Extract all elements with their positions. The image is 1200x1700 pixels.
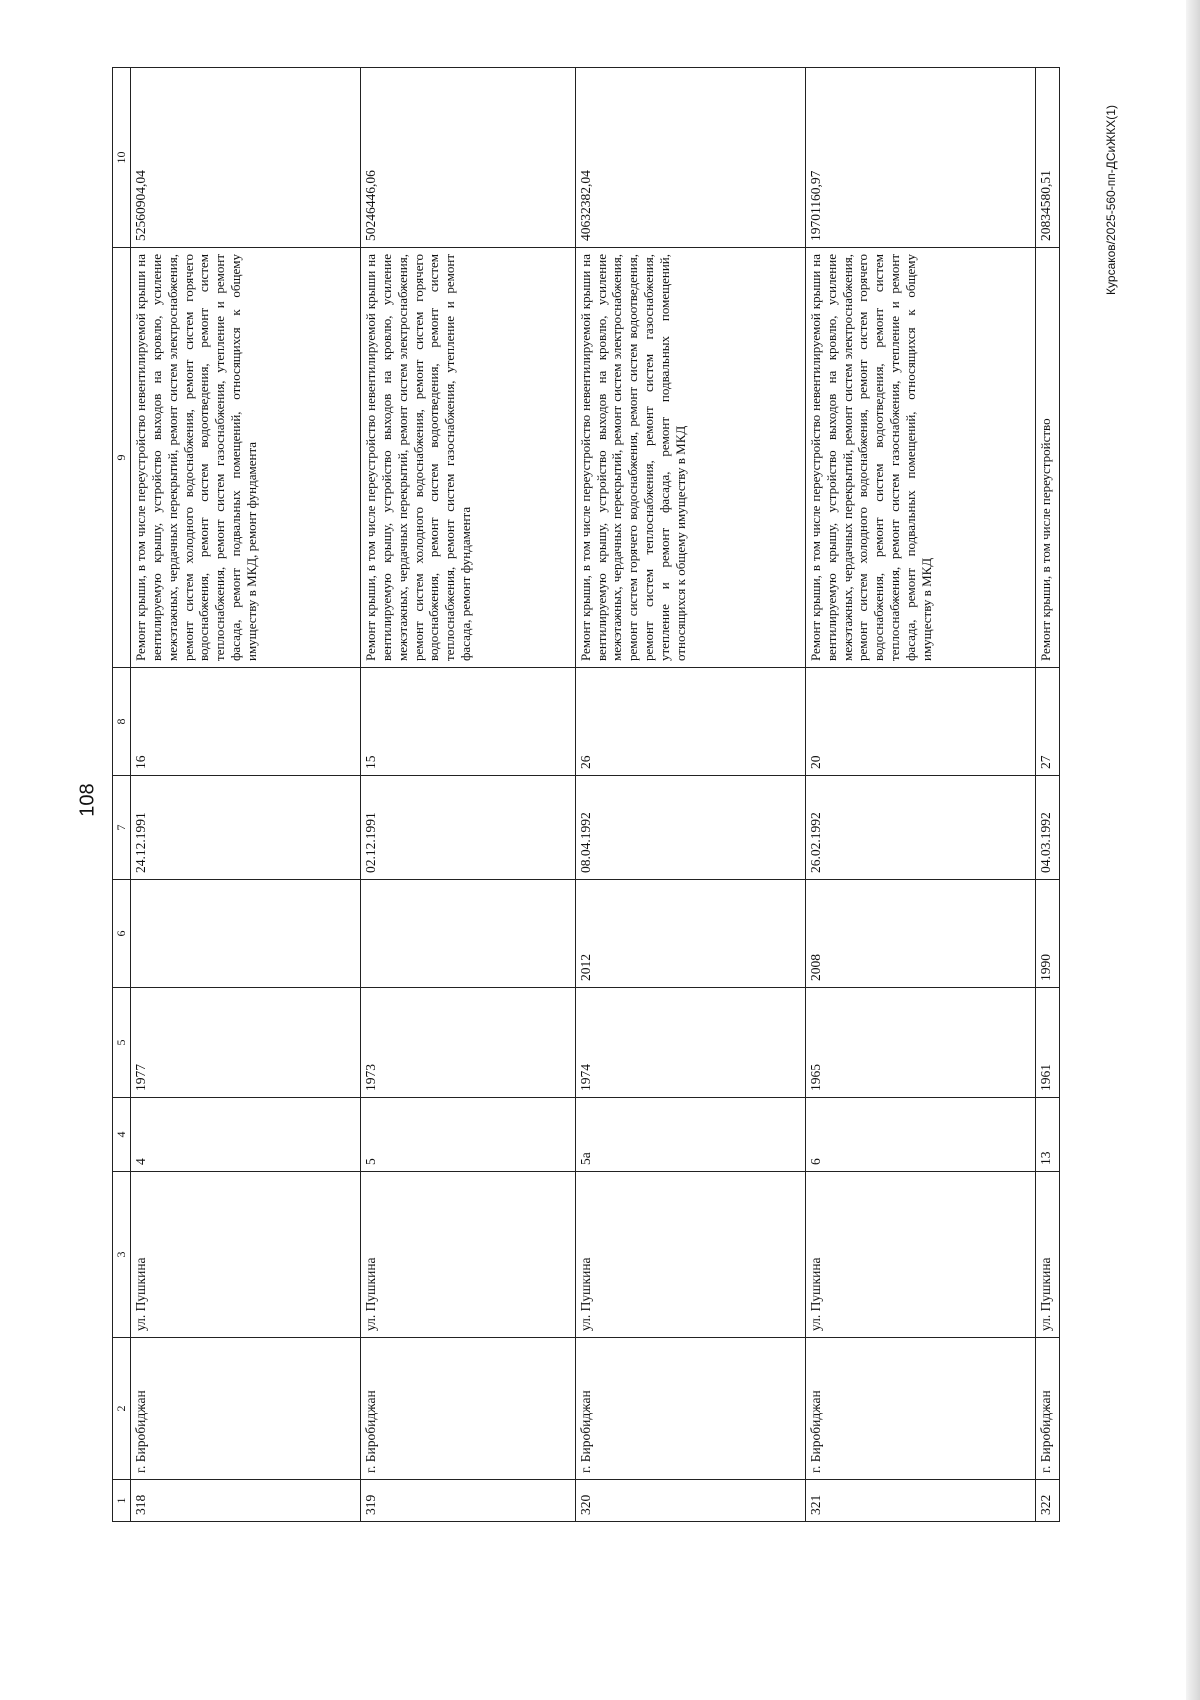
page-number [76, 783, 99, 817]
row-number: 319 [361, 1480, 576, 1522]
year-repair-cell: 1990 [1035, 880, 1059, 988]
city-cell: г. Биробиджан [805, 1338, 1035, 1480]
date-cell: 08.04.1992 [575, 776, 805, 880]
scanned-page-edge [1186, 0, 1200, 1700]
date-cell: 02.12.1991 [361, 776, 576, 880]
table-row [131, 68, 361, 1522]
column-number: 3 [113, 1172, 131, 1338]
works-cell: Ремонт крыши, в том числе переустройство невентилируемой крыши на вентилируемую крышу, устройство выходов на кровлю, усиление межэтажных, чердачных перекрытий, ремонт систем электроснабжения, ремонт систем холодного водоснабжения, ремонт систем горячего водоснабжения, ремонт систем водоотведения, ремонт систем теплоснабжения, ремонт систем газоснабжения, утепление и ремонт фасада, ремонт фундамента [361, 248, 576, 668]
column-number: 6 [113, 880, 131, 988]
street-cell: ул. Пушкина [805, 1172, 1035, 1338]
street-cell: ул. Пушкина [1035, 1172, 1059, 1338]
column-number: 5 [113, 988, 131, 1098]
house-cell: 6 [805, 1098, 1035, 1172]
column-number-row [113, 68, 131, 1522]
date-cell: 04.03.1992 [1035, 776, 1059, 880]
year-repair-cell: 2012 [575, 880, 805, 988]
works-cell: Ремонт крыши, в том числе переустройство [1035, 248, 1059, 668]
year-repair-cell [131, 880, 361, 988]
year-repair-cell [361, 880, 576, 988]
register-table [112, 67, 1060, 1522]
row-number: 318 [131, 1480, 361, 1522]
floors-cell: 27 [1035, 668, 1059, 776]
street-cell: ул. Пушкина [361, 1172, 576, 1338]
page-number-text: 108 [76, 783, 99, 817]
works-cell: Ремонт крыши, в том числе переустройство невентилируемой крыши на вентилируемую крышу, устройство выходов на кровлю, усиление межэтажных, чердачных перекрытий, ремонт систем электроснабжения, ремонт систем холодного водоснабжения, ремонт систем горячего водоснабжения, ремонт систем водоотведения, ремонт систем теплоснабжения, ремонт систем газоснабжения, утепление и ремонт фасада, ремонт подвальных помещений, относящихся к общему имуществу в МКД [805, 248, 1035, 668]
column-number: 8 [113, 668, 131, 776]
document-code-text: Курсаков/2025-560-пп-ДСиЖКХ(1) [1104, 105, 1118, 295]
column-number: 10 [113, 68, 131, 248]
floors-cell: 16 [131, 668, 361, 776]
floors-cell: 20 [805, 668, 1035, 776]
city-cell: г. Биробиджан [361, 1338, 576, 1480]
house-cell: 5а [575, 1098, 805, 1172]
house-cell: 5 [361, 1098, 576, 1172]
cost-cell: 19701160,97 [805, 68, 1035, 248]
cost-cell: 50246446,06 [361, 68, 576, 248]
city-cell: г. Биробиджан [1035, 1338, 1059, 1480]
house-cell: 13 [1035, 1098, 1059, 1172]
date-cell: 26.02.1992 [805, 776, 1035, 880]
row-number: 322 [1035, 1480, 1059, 1522]
column-number: 1 [113, 1480, 131, 1522]
floors-cell: 15 [361, 668, 576, 776]
cost-cell: 40632382,04 [575, 68, 805, 248]
column-number: 4 [113, 1098, 131, 1172]
column-number: 7 [113, 776, 131, 880]
house-cell: 4 [131, 1098, 361, 1172]
city-cell: г. Биробиджан [131, 1338, 361, 1480]
floors-cell: 26 [575, 668, 805, 776]
works-cell: Ремонт крыши, в том числе переустройство невентилируемой крыши на вентилируемую крышу, устройство выходов на кровлю, усиление межэтажных, чердачных перекрытий, ремонт систем электроснабжения, ремонт систем горячего водоснабжения, ремонт систем водоотведения, ремонт систем теплоснабжения, ремонт систем газоснабжения, утепление и ремонт фасада, ремонт подвальных помещений, относящихся к общему имуществу в МКД [575, 248, 805, 668]
document-code [1104, 105, 1118, 295]
year-built-cell: 1974 [575, 988, 805, 1098]
cost-cell: 20834580,51 [1035, 68, 1059, 248]
year-repair-cell: 2008 [805, 880, 1035, 988]
works-cell: Ремонт крыши, в том числе переустройство невентилируемой крыши на вентилируемую крышу, устройство выходов на кровлю, усиление межэтажных, чердачных перекрытий, ремонт систем электроснабжения, ремонт систем холодного водоснабжения, ремонт систем горячего водоснабжения, ремонт систем водоотведения, ремонт систем теплоснабжения, ремонт систем газоснабжения, утепление и ремонт фасада, ремонт подвальных помещений, относящихся к общему имуществу в МКД, ремонт фундамента [131, 248, 361, 668]
year-built-cell: 1977 [131, 988, 361, 1098]
cost-cell: 52560904,04 [131, 68, 361, 248]
column-number: 9 [113, 248, 131, 668]
table-row [805, 68, 1035, 1522]
table-row [361, 68, 576, 1522]
register-table-rotated [112, 68, 1060, 1522]
date-cell: 24.12.1991 [131, 776, 361, 880]
year-built-cell: 1973 [361, 988, 576, 1098]
row-number: 320 [575, 1480, 805, 1522]
street-cell: ул. Пушкина [575, 1172, 805, 1338]
street-cell: ул. Пушкина [131, 1172, 361, 1338]
year-built-cell: 1961 [1035, 988, 1059, 1098]
year-built-cell: 1965 [805, 988, 1035, 1098]
column-number: 2 [113, 1338, 131, 1480]
table-row [1035, 68, 1059, 1522]
city-cell: г. Биробиджан [575, 1338, 805, 1480]
row-number: 321 [805, 1480, 1035, 1522]
table-row [575, 68, 805, 1522]
